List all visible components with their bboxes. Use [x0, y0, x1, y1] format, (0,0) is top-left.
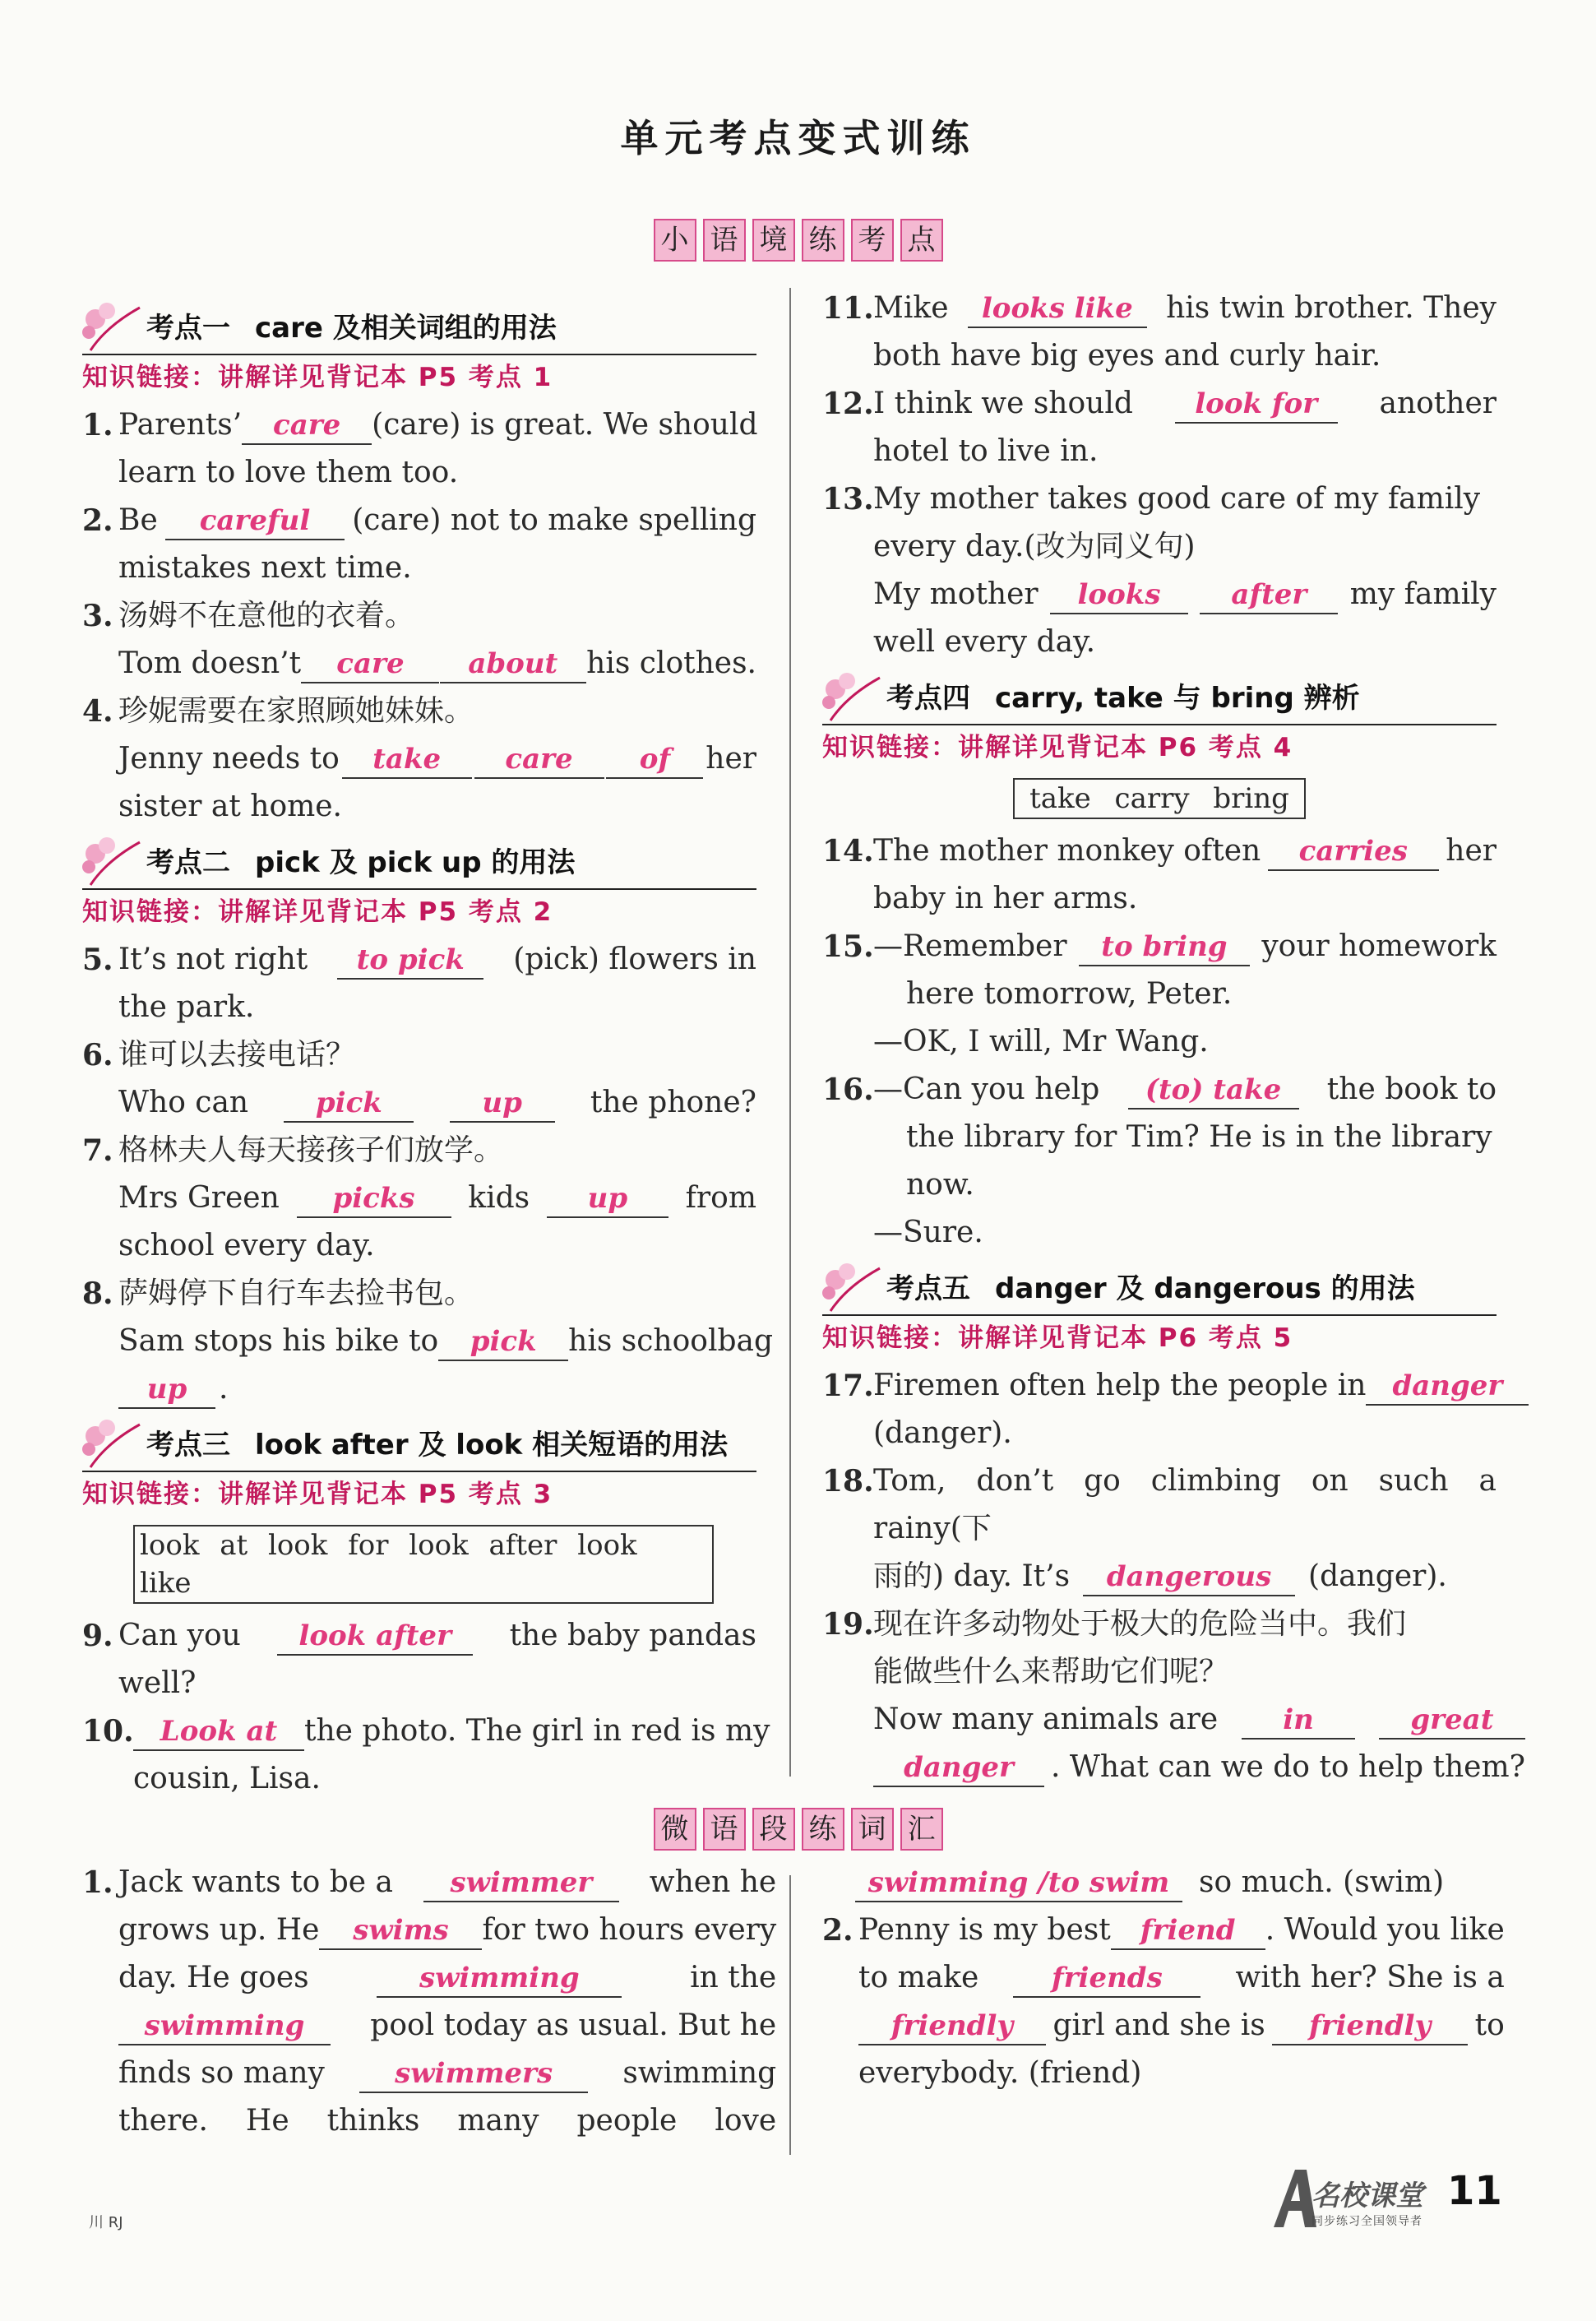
question-number: 1.: [82, 408, 113, 442]
topic-title: danger 及 dangerous 的用法: [995, 1272, 1415, 1305]
answer-blank[interactable]: in: [1242, 1702, 1355, 1740]
question-14: 14. The mother monkey often carries her baby in her arms.: [822, 827, 1497, 923]
question-number: 5.: [82, 943, 113, 977]
vocab-left-column: [82, 1859, 777, 2145]
word-bank: take carry bring: [1013, 778, 1306, 819]
logo-slogan: 同步练习全国领导者: [1311, 2215, 1423, 2228]
question-number: 2.: [822, 1913, 854, 1948]
answer-blank[interactable]: about: [440, 646, 586, 683]
topic-number: 考点二: [146, 846, 230, 879]
topic-title: look after 及 look 相关短语的用法: [255, 1429, 729, 1462]
question-15: 15. —Remember to bring your homework here tomorrow, Peter. —OK, I will, Mr Wang.: [822, 923, 1497, 1066]
answer-blank[interactable]: danger: [1366, 1368, 1529, 1406]
answer-blank[interactable]: friend: [1111, 1912, 1265, 1950]
answer-blank[interactable]: friendly: [858, 2008, 1046, 2045]
question-number: 7.: [82, 1133, 113, 1168]
question-number: 19.: [822, 1607, 874, 1642]
question-number: 17.: [822, 1369, 874, 1403]
column-divider: [789, 1875, 791, 2155]
question-2: 2. Be careful (care) not to make spelling mistakes next time.: [82, 497, 756, 592]
question-number: 10.: [82, 1714, 134, 1749]
answer-blank[interactable]: to bring: [1079, 929, 1250, 966]
question-10: 10. Look at the photo. The girl in red is my cousin, Lisa.: [82, 1707, 756, 1803]
column-divider: [789, 288, 791, 1777]
topic-heading-2: [82, 836, 756, 890]
right-column: [822, 285, 1525, 1791]
answer-blank[interactable]: great: [1379, 1702, 1525, 1740]
page-title: 单元考点变式训练: [620, 116, 976, 160]
answer-blank[interactable]: of: [606, 741, 703, 779]
banner-char: 境: [752, 219, 795, 262]
answer-blank[interactable]: to pick: [337, 942, 483, 980]
answer-blank[interactable]: careful: [165, 503, 345, 540]
banner-char: 汇: [900, 1808, 943, 1851]
question-number: 12.: [822, 387, 874, 421]
answer-blank[interactable]: care: [301, 646, 439, 683]
answer-blank[interactable]: carries: [1268, 833, 1439, 871]
topic-number: 考点五: [886, 1272, 970, 1305]
vocab-right-column: swimming /to swim so much. (swim) 2. Penny is my best friend . Would you like to make friends with her? She is a friendly girl and she is friendly to everybody. (friend): [822, 1859, 1497, 2097]
word-bank: look at look for look after look like: [133, 1525, 714, 1604]
question-number: 6.: [82, 1038, 113, 1072]
banner-char: 微: [654, 1808, 696, 1851]
answer-blank[interactable]: care: [242, 407, 372, 445]
knowledge-link: 知识链接：讲解详见背记本 P6 考点 4: [822, 733, 1293, 762]
left-column: [82, 296, 774, 1803]
topic-number: 考点一: [146, 312, 230, 345]
page-number: 11: [1447, 2168, 1502, 2214]
answer-blank[interactable]: take: [342, 741, 472, 779]
question-11: 11. Mike looks like his twin brother. They both have big eyes and curly hair.: [822, 285, 1497, 380]
question-4: 4. 珍妮需要在家照顾她妹妹。 Jenny needs to take care of her sister at home.: [82, 688, 756, 831]
answer-blank[interactable]: dangerous: [1083, 1559, 1295, 1596]
question-number: 2.: [82, 503, 113, 538]
section-banner-vocab: [0, 1808, 1596, 1851]
banner-char: 练: [802, 219, 844, 262]
answer-blank[interactable]: friendly: [1272, 2008, 1468, 2045]
question-19: 19. 现在许多动物处于极大的危险当中。我们 能做些什么来帮助它们呢？ Now many animals are in great danger . What can we do to help them?: [822, 1601, 1497, 1791]
question-13: 13. My mother takes good care of my family every day.(改为同义句) My mother looks after my family well every day.: [822, 475, 1497, 666]
answer-blank[interactable]: picks: [297, 1180, 451, 1218]
question-7: 7. 格林夫人每天接孩子们放学。 Mrs Green picks kids up from school every day.: [82, 1127, 756, 1270]
feather-icon: [82, 301, 145, 354]
question-12: 12. I think we should look for another hotel to live in.: [822, 380, 1497, 475]
question-number: 8.: [82, 1276, 113, 1311]
topic-heading-4: [822, 671, 1497, 725]
topic-heading-5: [822, 1262, 1497, 1316]
question-number: 13.: [822, 482, 874, 517]
answer-blank[interactable]: swimming: [118, 2008, 331, 2045]
vocab-question-1: 1. Jack wants to be a swimmer when he grows up. He swims for two hours every day. He goes swimming in the swimming pool today as usual. But he finds so many swimmers swimming there. He thinks many people love: [82, 1859, 756, 2145]
answer-blank[interactable]: danger: [873, 1749, 1044, 1787]
banner-char: 小: [654, 219, 696, 262]
answer-blank[interactable]: up: [118, 1371, 215, 1409]
answer-blank[interactable]: swimming: [377, 1960, 622, 1998]
topic-heading-3: [82, 1418, 756, 1472]
question-number: 18.: [822, 1464, 874, 1499]
question-number: 9.: [82, 1619, 113, 1653]
answer-blank[interactable]: swims: [319, 1912, 482, 1950]
topic-title: pick 及 pick up 的用法: [255, 846, 576, 879]
answer-blank[interactable]: friends: [1013, 1960, 1200, 1998]
banner-char: 段: [752, 1808, 795, 1851]
banner-char: 点: [900, 219, 943, 262]
feather-icon: [82, 836, 145, 888]
question-9: 9. Can you look after the baby pandas well?: [82, 1612, 756, 1707]
question-number: 11.: [822, 291, 874, 326]
feather-icon: [822, 671, 885, 724]
answer-blank[interactable]: look for: [1175, 386, 1338, 424]
publisher-logo: [1270, 2161, 1435, 2235]
question-number: 14.: [822, 834, 874, 869]
knowledge-link: 知识链接：讲解详见背记本 P5 考点 2: [82, 897, 553, 927]
question-number: 16.: [822, 1072, 874, 1107]
topic-number: 考点三: [146, 1429, 230, 1462]
answer-blank[interactable]: up: [450, 1085, 555, 1123]
edition-label: 川 RJ: [89, 2214, 123, 2231]
answer-blank[interactable]: look after: [277, 1618, 473, 1656]
question-16: 16. —Can you help (to) take the book to the library for Tim? He is in the library now. —Sure.: [822, 1066, 1497, 1257]
question-8: 8. 萨姆停下自行车去捡书包。 Sam stops his bike to pick his schoolbag up .: [82, 1270, 756, 1413]
vocab-question-2: 2. Penny is my best friend . Would you like to make friends with her? She is a friendly girl and she is friendly to everybody. (friend): [822, 1906, 1497, 2097]
banner-char: 练: [802, 1808, 844, 1851]
answer-blank[interactable]: care: [474, 741, 604, 779]
feather-icon: [822, 1262, 885, 1314]
topic-number: 考点四: [886, 682, 970, 715]
question-5: 5. It’s not right to pick (pick) flowers in the park.: [82, 936, 756, 1031]
answer-blank[interactable]: swimmers: [359, 2055, 588, 2093]
question-number: 15.: [822, 929, 874, 964]
topic-title: care 及相关词组的用法: [255, 312, 557, 345]
knowledge-link: 知识链接：讲解详见背记本 P5 考点 1: [82, 363, 553, 392]
question-1: 1. Parents’ care (care) is great. We should learn to love them too.: [82, 401, 756, 497]
answer-blank[interactable]: looks like: [968, 290, 1147, 328]
answer-blank[interactable]: pick: [438, 1323, 568, 1361]
banner-char: 语: [703, 219, 746, 262]
answer-blank[interactable]: pick: [284, 1085, 414, 1123]
answer-blank[interactable]: swimmer: [423, 1865, 619, 1902]
topic-title: carry, take 与 bring 辨析: [995, 682, 1360, 715]
answer-blank[interactable]: after: [1200, 577, 1338, 614]
answer-blank[interactable]: swimming /to swim: [855, 1865, 1182, 1902]
question-17: 17. Firemen often help the people in danger (danger).: [822, 1362, 1497, 1457]
answer-blank[interactable]: (to) take: [1128, 1072, 1299, 1110]
feather-icon: [82, 1418, 145, 1471]
question-3: 3. 汤姆不在意他的衣着。 Tom doesn’t care about his clothes.: [82, 592, 756, 688]
answer-blank[interactable]: Look at: [133, 1713, 304, 1751]
question-number: 1.: [82, 1865, 113, 1900]
question-number: 4.: [82, 694, 113, 729]
banner-char: 词: [851, 1808, 894, 1851]
knowledge-link: 知识链接：讲解详见背记本 P5 考点 3: [82, 1480, 553, 1509]
answer-blank[interactable]: up: [547, 1180, 668, 1218]
logo-brand: 名校课堂: [1311, 2180, 1423, 2212]
banner-char: 语: [703, 1808, 746, 1851]
question-6: 6. 谁可以去接电话？ Who can pick up the phone?: [82, 1031, 756, 1127]
section-banner-context: [0, 219, 1596, 262]
banner-char: 考: [851, 219, 894, 262]
answer-blank[interactable]: looks: [1050, 577, 1188, 614]
knowledge-link: 知识链接：讲解详见背记本 P6 考点 5: [822, 1323, 1293, 1353]
topic-heading-1: [82, 301, 756, 355]
question-number: 3.: [82, 599, 113, 633]
question-18: 18. Tom, don’t go climbing on such a rainy(下 雨的) day. It’s dangerous (danger).: [822, 1457, 1497, 1601]
